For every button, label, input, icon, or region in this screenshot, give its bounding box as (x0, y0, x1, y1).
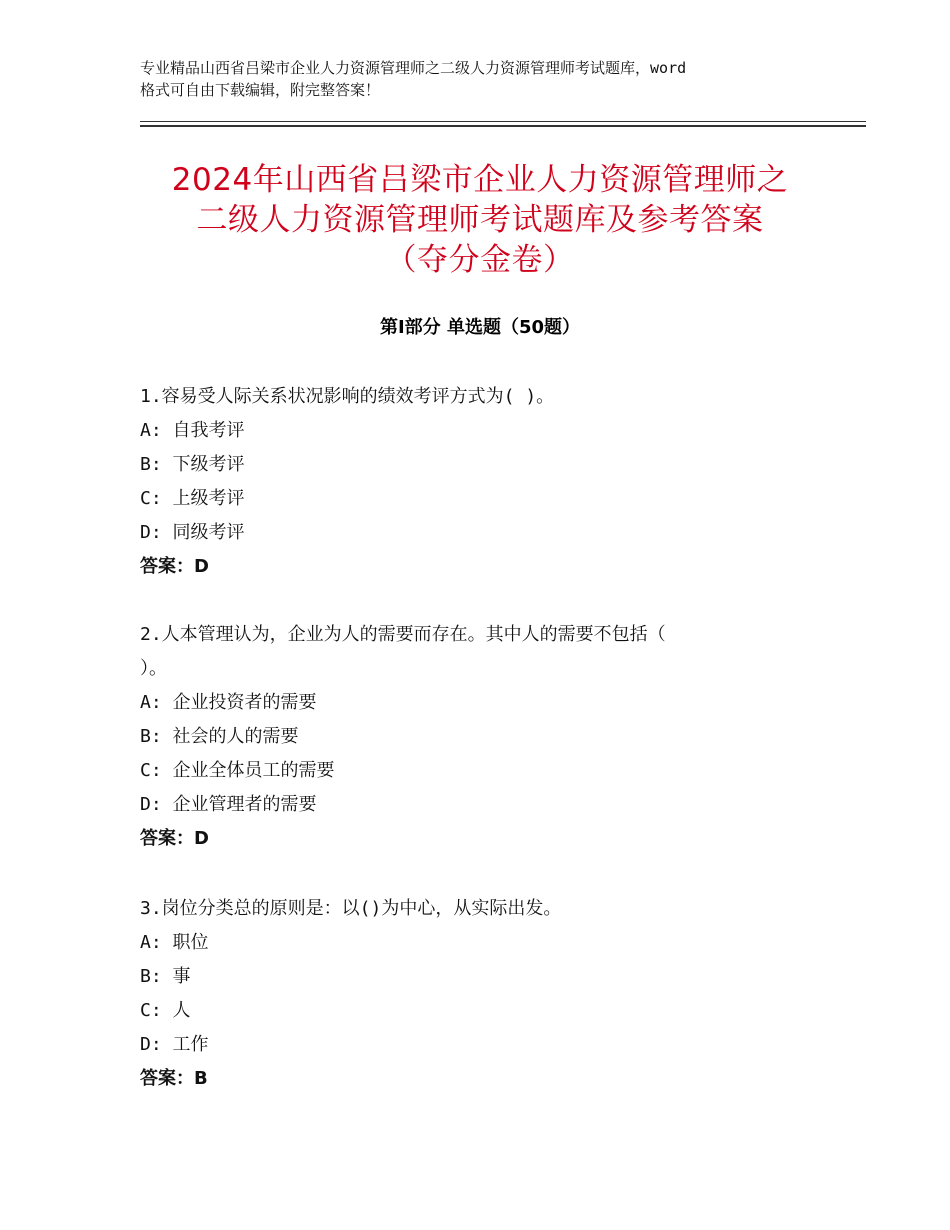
option-d: D: 工作 (140, 1034, 209, 1055)
answer-label: 答案：D (140, 556, 209, 577)
section-heading: 第Ⅰ部分 单选题（50题） (379, 317, 580, 338)
option-b: B: 事 (140, 966, 191, 987)
document-title-line-1: 2024年山西省吕梁市企业人力资源管理师之 (171, 162, 789, 198)
option-b: B: 下级考评 (140, 454, 245, 475)
header-divider-thick (140, 125, 866, 127)
option-c: C: 人 (140, 1000, 191, 1021)
option-d: D: 企业管理者的需要 (140, 794, 317, 815)
option-b: B: 社会的人的需要 (140, 726, 299, 747)
question-stem: 2.人本管理认为，企业为人的需要而存在。其中人的需要不包括（ (140, 624, 666, 645)
document-title-line-3: （夺分金卷） (385, 242, 575, 278)
option-d: D: 同级考评 (140, 522, 245, 543)
header-note (140, 57, 820, 101)
question-stem: 1.容易受人际关系状况影响的绩效考评方式为( )。 (140, 386, 555, 407)
answer-label: 答案：D (140, 828, 209, 849)
question-1 (140, 380, 830, 584)
question-3 (140, 892, 830, 1096)
question-stem: 3.岗位分类总的原则是：以()为中心，从实际出发。 (140, 898, 562, 919)
header-note-line-1: 专业精品山西省吕梁市企业人力资源管理师之二级人力资源管理师考试题库，word (140, 59, 687, 77)
option-c: C: 上级考评 (140, 488, 245, 509)
answer-label: 答案：B (140, 1068, 208, 1089)
header-divider-thin (140, 121, 866, 122)
option-a: A: 职位 (140, 932, 209, 953)
option-a: A: 自我考评 (140, 420, 245, 441)
document-title (100, 160, 860, 280)
question-2 (140, 618, 830, 856)
document-title-line-2: 二级人力资源管理师考试题库及参考答案 (196, 202, 764, 238)
option-c: C: 企业全体员工的需要 (140, 760, 335, 781)
option-a: A: 企业投资者的需要 (140, 692, 317, 713)
header-note-line-2: 格式可自由下载编辑，附完整答案！ (140, 81, 381, 99)
question-stem-continued: ）。 (140, 658, 167, 679)
